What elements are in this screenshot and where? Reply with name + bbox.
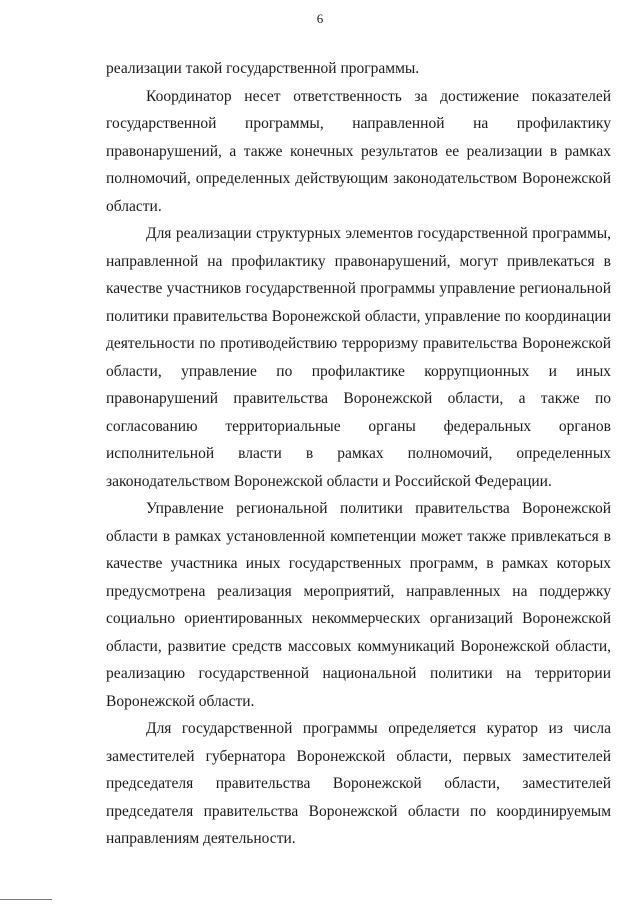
document-body	[106, 55, 611, 853]
paragraph-program-participants: Для реализации структурных элементов государственной программы, направленной на профилактику правонарушений, могут привлекаться в качестве участников государственной программы управление региональной политики правительства Воронежской области, управление по координации деятельности по противодействию терроризму правительства Воронежской области, управление по профилактике коррупционных и иных правонарушений правительства Воронежской области, а также по согласованию территориальные органы федеральных органов исполнительной власти в рамках полномочий, определенных законодательством Воронежской области и Российской Федерации.	[106, 225, 611, 490]
footer-divider	[0, 899, 52, 900]
paragraph-coordinator-responsibility: Координатор несет ответственность за достижение показателей государственной программы, направленной на профилактику правонарушений, а также конечных результатов ее реализации в рамках полномочий, определенных действующим законодательством Воронежской области.	[106, 87, 611, 215]
paragraph-continuation: реализации такой государственной программы.	[106, 60, 420, 77]
paragraph-program-curator: Для государственной программы определяется куратор из числа заместителей губернатора Воронежской области, первых заместителей председателя правительства Воронежской области, заместителей председателя правительства Воронежской области по координируемым направлениям деятельности.	[106, 720, 611, 847]
paragraph-regional-policy-department: Управление региональной политики правительства Воронежской области в рамках установленной компетенции может также привлекаться в качестве участника иных государственных программ, в рамках которых предусмотрена реализация мероприятий, направленных на поддержку социально ориентированных некоммерческих организаций Воронежской области, развитие средств массовых коммуникаций Воронежской области, реализацию государственной национальной политики на территории Воронежской области.	[106, 500, 611, 710]
page-number: 6	[316, 11, 324, 26]
